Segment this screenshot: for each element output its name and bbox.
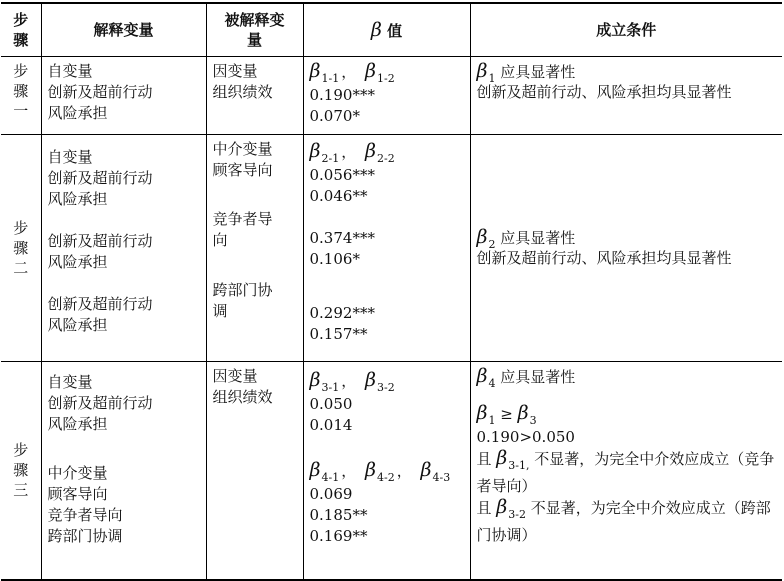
table-row-step-2 [1,135,782,362]
step-2-dependent: 中介变量 顾客导向 竞争者导 向 跨部门协 调 [206,135,303,362]
mediation-table [1,2,782,581]
table-row-step-1 [1,57,782,135]
step-1-label: 步 骤 一 [1,57,41,135]
step-2-beta: $\beta_{2-1}$ ， $\beta_{2-2}$ 0.056*** 0.046** 0.374*** 0.106* 0.292*** 0.157** [303,135,470,362]
step-2-condition: $\beta_2$ 应具显著性 创新及超前行动、风险承担均具显著性 [470,135,782,362]
table-header-row [1,3,782,57]
step-3-explanatory: 自变量 创新及超前行动 风险承担 中介变量 顾客导向 竞争者导向 跨部门协调 [41,362,206,580]
step-3-condition: $\beta_4$ 应具显著性 $\beta_1 \ge \beta_3$ 0.190>0.050 且 $\beta_{3-1,}$ 不显著，为完全中介效应成立（竞争者导向） 且 $\beta_{3-2}$ 不显著，为完全中介效应成立（跨部门协调） [470,362,782,580]
header-dependent: 被解释变 量 [206,3,303,57]
step-2-label: 步 骤 二 [1,135,41,362]
step-3-note-1: 且 $\beta_{3-1,}$ 不显著，为完全中介效应成立（竞争者导向） [476,447,775,495]
header-explanatory: 解释变量 [41,3,206,57]
step-3-label: 步 骤 三 [1,362,41,580]
step-1-condition: $\beta_1$ 应具显著性 创新及超前行动、风险承担均具显著性 [470,57,782,135]
step-1-explanatory: 自变量 创新及超前行动 风险承担 [41,57,206,135]
header-step: 步 骤 [1,3,41,57]
header-beta: β 值 [303,3,470,57]
table-row-step-3 [1,362,782,580]
step-3-dependent: 因变量 组织绩效 [206,362,303,580]
step-2-explanatory: 自变量 创新及超前行动 风险承担 创新及超前行动 风险承担 创新及超前行动 风险承担 [41,135,206,362]
step-3-note-2: 且 $\beta_{3-2}$ 不显著，为完全中介效应成立（跨部门协调） [476,496,771,544]
step-3-beta: $\beta_{3-1}$ ， $\beta_{3-2}$ 0.050 0.014 $\beta_{4-1}$ ， $\beta_{4-2}$ ， $\beta_{4-3}$ 0.069 0.185** 0.169** [303,362,470,580]
step-1-dependent: 因变量 组织绩效 [206,57,303,135]
header-condition: 成立条件 [470,3,782,57]
step-1-beta: $\beta_{1-1}$ ， $\beta_{1-2}$ 0.190*** 0.070* [303,57,470,135]
